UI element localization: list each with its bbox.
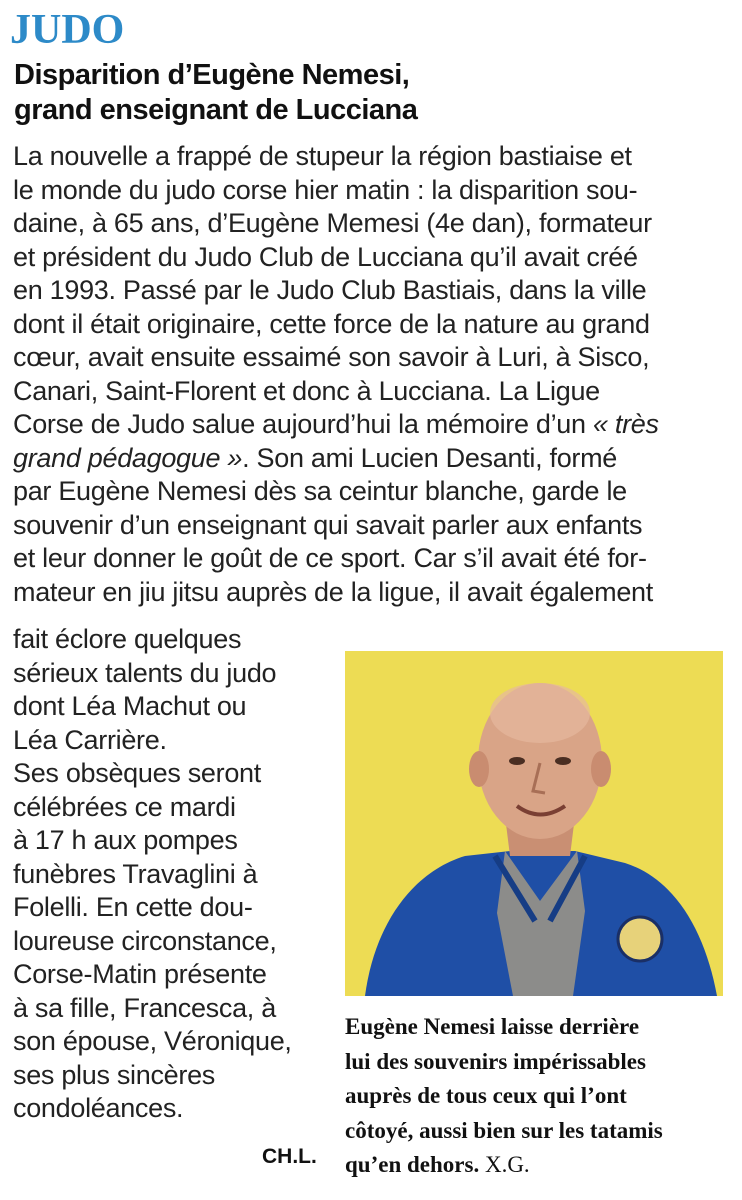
body-line: Canari, Saint-Florent et donc à Lucciana. La Ligue: [13, 375, 600, 406]
body-line: Léa Carrière.: [13, 724, 167, 755]
body-line: Corse-Matin présente: [13, 959, 267, 989]
club-badge: [618, 917, 662, 961]
photo-caption: [345, 1010, 735, 1183]
body-line: ses plus sincères: [13, 1059, 215, 1090]
headline-line: grand enseignant de Lucciana: [14, 94, 418, 126]
caption-text: qu’en dehors.: [345, 1152, 485, 1177]
body-line: par Eugène Nemesi dès sa ceintur blanche, garde le: [13, 476, 627, 506]
body-line: Folelli. En cette dou-: [13, 892, 253, 922]
body-line: et président du Judo Club de Lucciana qu’il avait créé: [13, 241, 638, 272]
body-line: dont il était originaire, cette force de la nature au grand: [13, 308, 650, 339]
body-line: son épouse, Véronique,: [13, 1026, 292, 1056]
body-line: [13, 408, 737, 442]
author-signature: CH.L.: [262, 1145, 317, 1168]
body-line: célébrées ce mardi: [13, 791, 236, 822]
portrait-photo: [345, 651, 723, 996]
headline-line: Disparition d’Eugène Nemesi,: [14, 59, 410, 91]
body-line: fait éclore quelques: [13, 624, 242, 654]
caption-line: [345, 1148, 735, 1183]
body-line: La nouvelle a frappé de stupeur la région bastiaise et: [13, 141, 632, 171]
body-line: à sa fille, Francesca, à: [13, 992, 276, 1023]
right-ear: [591, 751, 611, 787]
body-line: daine, à 65 ans, d’Eugène Memesi (4e dan), formateur: [13, 208, 652, 238]
right-eye: [555, 757, 571, 765]
left-eye: [509, 757, 525, 765]
body-line: le monde du judo corse hier matin : la disparition sou-: [13, 174, 638, 205]
caption-line: lui des souvenirs impérissables: [345, 1048, 646, 1074]
body-text-plain: . Son ami Lucien Desanti, formé: [242, 442, 618, 473]
article-body-full-width: [13, 140, 737, 609]
body-text-plain: Corse de Judo salue aujourd’hui la mémoire d’un: [13, 409, 593, 439]
photo-credit: X.G.: [484, 1152, 530, 1177]
body-line: et leur donner le goût de ce sport. Car s’il avait été for-: [13, 543, 647, 573]
article-headline: [14, 58, 734, 128]
body-line: funèbres Travaglini à: [13, 858, 258, 889]
body-line: en 1993. Passé par le Judo Club Bastiais, dans la ville: [13, 275, 647, 305]
body-line: mateur en jiu jitsu auprès de la ligue, il avait également: [13, 576, 653, 607]
left-ear: [469, 751, 489, 787]
body-line: sérieux talents du judo: [13, 657, 277, 688]
body-line: Ses obsèques seront: [13, 758, 261, 788]
body-line: [13, 442, 737, 476]
caption-line: côtoyé, aussi bien sur les tatamis: [345, 1117, 663, 1143]
caption-line: auprès de tous ceux qui l’ont: [345, 1083, 627, 1108]
body-line: loureuse circonstance,: [13, 925, 277, 956]
body-line: souvenir d’un enseignant qui savait parler aux enfants: [13, 509, 643, 540]
article-body-narrow-column: [13, 623, 333, 1126]
caption-line: Eugène Nemesi laisse derrière: [345, 1014, 640, 1039]
body-line: dont Léa Machut ou: [13, 691, 247, 721]
body-line: condoléances.: [13, 1093, 184, 1123]
quote-italic: « très: [592, 409, 659, 439]
portrait-illustration: [345, 651, 723, 996]
section-kicker: JUDO: [10, 7, 125, 53]
head-highlight: [490, 683, 590, 743]
quote-italic: grand pédagogue »: [13, 442, 243, 473]
body-line: à 17 h aux pompes: [13, 825, 238, 855]
body-line: cœur, avait ensuite essaimé son savoir à Luri, à Sisco,: [13, 342, 650, 372]
